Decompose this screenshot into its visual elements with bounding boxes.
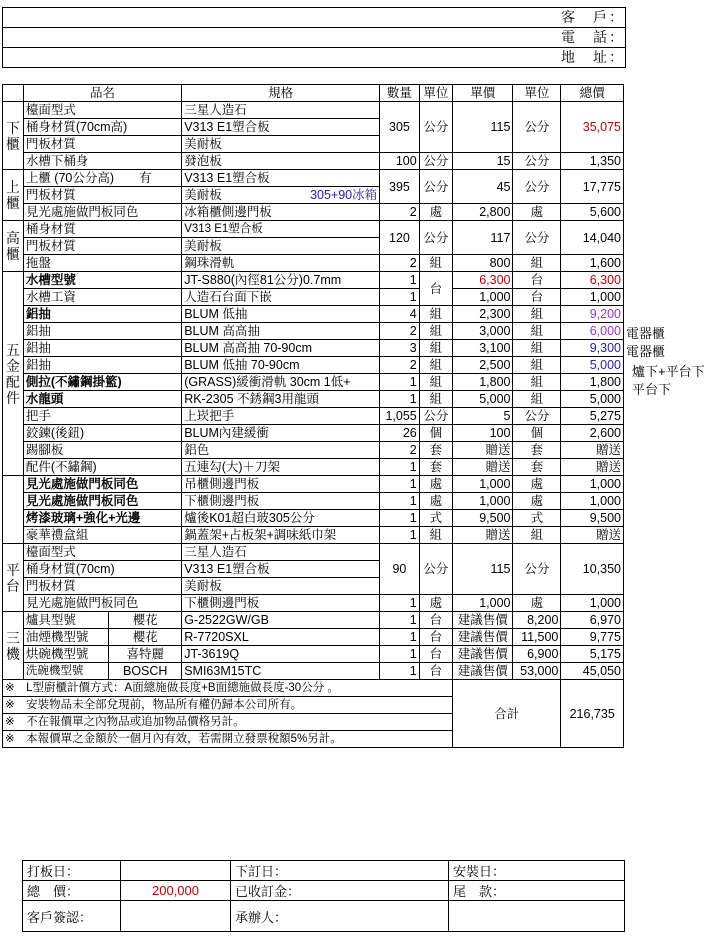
cell-qty: 1	[380, 272, 420, 289]
cell-spec: 鋁色	[182, 442, 380, 459]
cell-unit2: 8,200	[513, 612, 561, 629]
cell-name: 上櫃 (70公分高) 有	[23, 170, 181, 187]
cell-unit: 組	[419, 357, 452, 374]
cell-name: 烘碗機型號	[23, 646, 108, 663]
subtotal-value: 216,735	[561, 680, 624, 748]
side-note-stove-platform: 爐下+平台下	[632, 364, 705, 379]
cell-name: 見光處施做門板同色	[23, 476, 181, 493]
cell-name: 桶身材質	[23, 221, 181, 238]
cell-name: 鋁抽	[23, 323, 181, 340]
cell-price: 45	[453, 170, 513, 204]
table-row	[3, 306, 624, 323]
cell-qty: 1	[380, 612, 420, 629]
cell-qty: 305	[380, 102, 420, 153]
cell-unit: 公分	[419, 153, 452, 170]
cell-price: 贈送	[453, 527, 513, 544]
section-tall: 高櫃	[3, 221, 24, 272]
cell-total: 贈送	[561, 527, 624, 544]
side-note-appliance-cabinet: 電器櫃	[626, 326, 666, 341]
cell-total: 1,600	[561, 255, 624, 272]
cell-spec: 發泡板	[182, 153, 380, 170]
col-price-header: 單價	[453, 85, 513, 102]
cell-qty: 2	[380, 204, 420, 221]
cell-spec: 上崁把手	[182, 408, 380, 425]
table-row	[3, 476, 624, 493]
table-row	[3, 425, 624, 442]
cell-spec: 下櫃側邊門板	[182, 493, 380, 510]
section-lower: 下櫃	[3, 102, 24, 170]
cell-total: 14,040	[561, 221, 624, 255]
cell-price: 1,000	[453, 493, 513, 510]
cell-price: 5	[453, 408, 513, 425]
cell-total: 2,600	[561, 425, 624, 442]
cell-price: 800	[453, 255, 513, 272]
cell-price: 2,800	[453, 204, 513, 221]
quotation-table	[2, 84, 624, 748]
cell-unit2: 組	[513, 391, 561, 408]
cell-unit: 組	[419, 527, 452, 544]
cell-unit2: 組	[513, 340, 561, 357]
cell-price: 115	[453, 544, 513, 595]
cell-price: 建議售價	[453, 629, 513, 646]
section-upper: 上櫃	[3, 170, 24, 221]
cell-name: 洗碗機型號	[23, 663, 108, 680]
cell-name: 見光處施做門板同色	[23, 493, 181, 510]
cell-unit: 台	[419, 646, 452, 663]
cell-unit: 套	[419, 442, 452, 459]
cell-spec: R-7720SXL	[182, 629, 380, 646]
cell-price: 115	[453, 102, 513, 153]
cell-spec: 鋼珠滑軌	[182, 255, 380, 272]
cell-spec: BLUM內建緩衝	[182, 425, 380, 442]
cell-total: 10,350	[561, 544, 624, 595]
table-row	[3, 204, 624, 221]
total-label: 總 價：	[23, 881, 121, 901]
cell-spec: 冰箱櫃側邊門板	[182, 204, 380, 221]
cell-name: 豪華禮盒組	[23, 527, 181, 544]
cell-spec: 吊櫃側邊門板	[182, 476, 380, 493]
cell-name: 水槽工資	[23, 289, 181, 306]
cell-total: 6,970	[561, 612, 624, 629]
cell-unit2: 處	[513, 204, 561, 221]
cell-qty: 1	[380, 459, 420, 476]
spec-note: 305+90冰箱	[310, 188, 378, 202]
cell-total: 9,200	[561, 306, 624, 323]
cell-unit: 處	[419, 476, 452, 493]
cell-brand: 櫻花	[109, 629, 182, 646]
cell-name: 把手	[23, 408, 181, 425]
table-row	[3, 102, 624, 119]
cell-brand: BOSCH	[109, 663, 182, 680]
cell-spec: BLUM 高高抽	[182, 323, 380, 340]
cell-name: 檯面型式	[23, 544, 181, 561]
cell-qty: 3	[380, 340, 420, 357]
cell-name: 鋁抽	[23, 357, 181, 374]
cell-unit: 台	[419, 663, 452, 680]
table-row	[3, 374, 624, 391]
footer-table	[22, 860, 625, 932]
footer-row	[23, 861, 625, 881]
cell-name: 門板材質	[23, 578, 181, 595]
cell-total: 1,000	[561, 476, 624, 493]
table-row	[3, 255, 624, 272]
col-name-header: 品名	[23, 85, 181, 102]
note-row	[3, 680, 624, 697]
table-row	[3, 323, 624, 340]
cell-total: 5,600	[561, 204, 624, 221]
cell-name: 爐具型號	[23, 612, 108, 629]
cell-unit: 處	[419, 493, 452, 510]
cell-unit2: 組	[513, 357, 561, 374]
cell-unit2: 組	[513, 306, 561, 323]
footer-row	[23, 881, 625, 901]
footer-row	[23, 901, 625, 932]
cell-price: 100	[453, 425, 513, 442]
cell-name: 桶身材質(70cm)	[23, 561, 181, 578]
customer-label: 客 戶：	[3, 8, 625, 28]
cell-spec: V313 E1塑合板	[182, 221, 380, 238]
cell-name: 配件(不鏽鋼)	[23, 459, 181, 476]
cell-price: 1,000	[453, 476, 513, 493]
cell-total: 9,500	[561, 510, 624, 527]
cell-spec: BLUM 高高抽 70-90cm	[182, 340, 380, 357]
cell-qty: 1	[380, 391, 420, 408]
cell-spec: V313 E1塑合板	[182, 170, 380, 187]
cell-qty: 1	[380, 629, 420, 646]
cell-qty: 100	[380, 153, 420, 170]
side-note-platform-below: 平台下	[632, 382, 672, 397]
cell-unit2: 套	[513, 442, 561, 459]
cell-unit2: 公分	[513, 170, 561, 204]
note-item: ※ 本報價單之金額於一個月內有效，若需開立發票稅額5%另計。	[3, 731, 453, 748]
cell-total: 9,300	[561, 340, 624, 357]
table-row	[3, 595, 624, 612]
cell-name: 見光處施做門板同色	[23, 204, 181, 221]
cell-name: 門板材質	[23, 187, 181, 204]
cell-qty: 2	[380, 442, 420, 459]
phone-label: 電 話：	[3, 28, 625, 48]
cell-qty: 1	[380, 374, 420, 391]
cell-unit2: 台	[513, 272, 561, 289]
cell-total: 1,800	[561, 374, 624, 391]
table-row: 門板材質 美耐板 305+90冰箱	[3, 187, 624, 204]
cell-total: 35,075	[561, 102, 624, 153]
cell-total: 贈送	[561, 442, 624, 459]
cell-spec: 五連勾(大)＋刀架	[182, 459, 380, 476]
cell-total: 1,350	[561, 153, 624, 170]
cell-qty: 395	[380, 170, 420, 204]
deposit-field: 已收訂金：	[231, 881, 449, 901]
cell-unit2: 公分	[513, 102, 561, 153]
cell-total: 5,175	[561, 646, 624, 663]
table-row	[3, 170, 624, 187]
cell-qty: 1	[380, 476, 420, 493]
cell-total: 6,300	[561, 272, 624, 289]
cell-qty: 1	[380, 289, 420, 306]
cell-price: 3,100	[453, 340, 513, 357]
cell-brand: 櫻花	[109, 612, 182, 629]
cell-spec: 三星人造石	[182, 102, 380, 119]
table-row	[3, 289, 624, 306]
cell-unit: 台	[419, 629, 452, 646]
cell-total: 5,275	[561, 408, 624, 425]
cell-unit2: 11,500	[513, 629, 561, 646]
cell-spec: 美耐板	[182, 238, 380, 255]
cell-qty: 1	[380, 527, 420, 544]
cell-unit: 個	[419, 425, 452, 442]
cell-unit: 公分	[419, 102, 452, 153]
cell-spec: 美耐板	[182, 578, 380, 595]
cell-name: 鉸鍊(後鈕)	[23, 425, 181, 442]
cell-spec: 鍋蓋架+占板架+調味紙巾架	[182, 527, 380, 544]
cell-spec: G-2522GW/GB	[182, 612, 380, 629]
balance-field: 尾 款：	[449, 881, 625, 901]
col-qty-header: 數量	[380, 85, 420, 102]
cell-unit2: 套	[513, 459, 561, 476]
table-row	[3, 629, 624, 646]
section-appliances: 三機	[3, 612, 24, 680]
cell-unit: 組	[419, 306, 452, 323]
cell-unit2: 6,900	[513, 646, 561, 663]
cell-total: 9,775	[561, 629, 624, 646]
table-row	[3, 510, 624, 527]
cell-unit: 組	[419, 255, 452, 272]
cell-unit: 台	[419, 612, 452, 629]
table-row	[3, 527, 624, 544]
note-item: ※ 不在報價單之內物品或追加物品價格另計。	[3, 714, 453, 731]
cell-spec: V313 E1塑合板	[182, 119, 380, 136]
cell-spec: SMI63M15TC	[182, 663, 380, 680]
cell-unit: 處	[419, 204, 452, 221]
cell-name: 側拉(不鏽鋼掛籃)	[23, 374, 181, 391]
col-unit2-header: 單位	[513, 85, 561, 102]
cell-price: 建議售價	[453, 663, 513, 680]
cell-price: 9,500	[453, 510, 513, 527]
table-row	[3, 612, 624, 629]
cell-qty: 90	[380, 544, 420, 595]
col-total-header: 總價	[561, 85, 624, 102]
col-spec-header: 規格	[182, 85, 380, 102]
cell-unit: 組	[419, 374, 452, 391]
cell-qty: 26	[380, 425, 420, 442]
cell-total: 5,000	[561, 391, 624, 408]
cell-qty: 2	[380, 323, 420, 340]
cell-name: 水龍頭	[23, 391, 181, 408]
signature-field: 客戶簽認：	[23, 901, 121, 932]
table-row	[3, 357, 624, 374]
cell-qty: 1	[380, 646, 420, 663]
cell-price: 117	[453, 221, 513, 255]
table-row	[3, 442, 624, 459]
cell-unit2: 處	[513, 595, 561, 612]
table-row	[3, 272, 624, 289]
cell-qty: 1,055	[380, 408, 420, 425]
cell-qty: 2	[380, 255, 420, 272]
cell-name: 踢腳板	[23, 442, 181, 459]
cell-unit2: 公分	[513, 221, 561, 255]
handler-field: 承辦人：	[231, 901, 449, 932]
cell-unit2: 組	[513, 527, 561, 544]
table-row	[3, 544, 624, 561]
install-date-field: 安裝日：	[449, 861, 625, 881]
cell-spec: 三星人造石	[182, 544, 380, 561]
cell-price: 1,000	[453, 289, 513, 306]
cell-spec: 美耐板	[182, 136, 380, 153]
cell-price: 建議售價	[453, 612, 513, 629]
cell-total: 1,000	[561, 289, 624, 306]
cell-price: 贈送	[453, 442, 513, 459]
cell-unit2: 公分	[513, 153, 561, 170]
cell-qty: 1	[380, 493, 420, 510]
cell-name: 水槽下桶身	[23, 153, 181, 170]
table-row	[3, 221, 624, 238]
cell-name: 鋁抽	[23, 340, 181, 357]
cell-name: 桶身材質(70cm高)	[23, 119, 181, 136]
cell-unit: 組	[419, 323, 452, 340]
cell-unit: 組	[419, 340, 452, 357]
cell-spec: V313 E1塑合板	[182, 561, 380, 578]
cell-unit: 式	[419, 510, 452, 527]
header-row	[3, 85, 624, 102]
cell-unit: 公分	[419, 170, 452, 204]
table-row	[3, 646, 624, 663]
cell-unit: 公分	[419, 408, 452, 425]
cell-qty: 1	[380, 663, 420, 680]
note-item: ※ 安裝物品未全部兌現前，物品所有權仍歸本公司所有。	[3, 697, 453, 714]
cell-unit: 套	[419, 459, 452, 476]
cell-name: 烤漆玻璃+強化+光邊	[23, 510, 181, 527]
cell-spec: BLUM 低抽 70-90cm	[182, 357, 380, 374]
cell-unit: 處	[419, 595, 452, 612]
cell-price: 1,000	[453, 595, 513, 612]
table-row	[3, 391, 624, 408]
cell-name: 拖盤	[23, 255, 181, 272]
cell-price: 15	[453, 153, 513, 170]
address-label: 地 址：	[561, 49, 625, 65]
cell-name: 見光處施做門板同色	[23, 595, 181, 612]
cell-name: 門板材質	[23, 238, 181, 255]
cell-price: 6,300	[453, 272, 513, 289]
order-date-field: 下訂日：	[231, 861, 449, 881]
table-row	[3, 459, 624, 476]
cell-unit2: 處	[513, 493, 561, 510]
cell-spec: 下櫃側邊門板	[182, 595, 380, 612]
cell-spec: (GRASS)緩衝滑軌 30cm 1低+	[182, 374, 380, 391]
cell-qty: 1	[380, 595, 420, 612]
cell-name: 檯面型式	[23, 102, 181, 119]
cell-spec: JT-3619Q	[182, 646, 380, 663]
cell-name: 鋁抽	[23, 306, 181, 323]
cell-total: 6,000	[561, 323, 624, 340]
table-row	[3, 408, 624, 425]
cell-price: 3,000	[453, 323, 513, 340]
cell-price: 建議售價	[453, 646, 513, 663]
cell-qty: 1	[380, 510, 420, 527]
section-hardware: 五金配件	[3, 272, 24, 476]
cell-unit: 公分	[419, 221, 452, 255]
cell-unit2: 組	[513, 374, 561, 391]
cell-name: 水槽型號	[23, 272, 181, 289]
cell-price: 1,800	[453, 374, 513, 391]
col-unit-header: 單位	[419, 85, 452, 102]
cell-spec: RK-2305 不銹鋼3用龍頭	[182, 391, 380, 408]
cell-spec: 爐後K01超白玻305公分	[182, 510, 380, 527]
cell-spec: 人造石台面下嵌	[182, 289, 380, 306]
cell-name: 油煙機型號	[23, 629, 108, 646]
cell-unit2: 公分	[513, 544, 561, 595]
cell-spec: BLUM 低抽	[182, 306, 380, 323]
cell-qty: 2	[380, 357, 420, 374]
side-note-appliance-cabinet: 電器櫃	[626, 344, 666, 359]
cell-total: 1,000	[561, 595, 624, 612]
cell-total: 5,000	[561, 357, 624, 374]
cell-unit2: 組	[513, 323, 561, 340]
cell-total: 17,775	[561, 170, 624, 204]
customer-info-box	[2, 7, 626, 68]
cell-unit: 台	[419, 272, 452, 306]
cell-price: 2,500	[453, 357, 513, 374]
table-row	[3, 340, 624, 357]
cell-unit2: 處	[513, 476, 561, 493]
cell-unit2: 台	[513, 289, 561, 306]
total-value: 200,000	[121, 881, 231, 901]
subtotal-label: 合計	[453, 680, 561, 748]
cell-unit: 公分	[419, 544, 452, 595]
table-row	[3, 493, 624, 510]
cell-price: 5,000	[453, 391, 513, 408]
cell-unit2: 組	[513, 255, 561, 272]
table-row	[3, 663, 624, 680]
cell-price: 贈送	[453, 459, 513, 476]
cell-total: 45,050	[561, 663, 624, 680]
section-platform: 平台	[3, 544, 24, 612]
cell-qty: 120	[380, 221, 420, 255]
print-date-field: 打板日：	[23, 861, 121, 881]
cell-spec: JT-S880(內徑81公分)0.7mm	[182, 272, 380, 289]
table-row	[3, 153, 624, 170]
note-item: ※ L型廚櫃計價方式：A面總施做長度+B面總施做長度-30公分 。	[3, 680, 453, 697]
cell-total: 贈送	[561, 459, 624, 476]
cell-name: 門板材質	[23, 136, 181, 153]
cell-price: 2,300	[453, 306, 513, 323]
cell-total: 1,000	[561, 493, 624, 510]
cell-unit: 組	[419, 391, 452, 408]
cell-unit2: 個	[513, 425, 561, 442]
cell-unit2: 53,000	[513, 663, 561, 680]
cell-brand: 喜特麗	[109, 646, 182, 663]
cell-unit2: 式	[513, 510, 561, 527]
cell-unit2: 公分	[513, 408, 561, 425]
cell-qty: 4	[380, 306, 420, 323]
